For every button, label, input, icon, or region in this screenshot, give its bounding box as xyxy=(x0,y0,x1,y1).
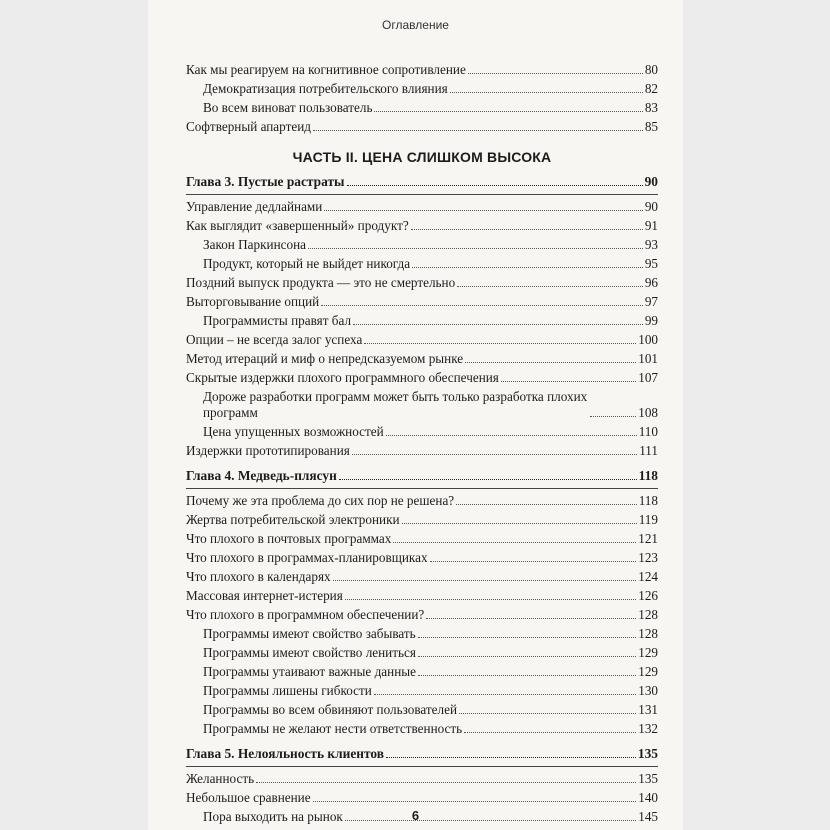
toc-entry[interactable] xyxy=(186,512,658,528)
toc-entry-title: Массовая интернет-истерия xyxy=(186,588,343,603)
dot-leader xyxy=(501,381,636,382)
toc-entry-title: Цена упущенных возможностей xyxy=(203,424,384,439)
toc-entry-page: 85 xyxy=(644,119,658,134)
toc-entry-title: Программисты правят бал xyxy=(203,313,352,328)
toc-entry-title: Опции – не всегда залог успеха xyxy=(186,332,363,347)
dot-leader xyxy=(347,185,643,186)
toc-entry[interactable] xyxy=(186,569,658,585)
toc-entry-title: Продукт, который не выйдет никогда xyxy=(203,256,411,271)
toc-entry[interactable] xyxy=(186,199,658,215)
chapter-rule xyxy=(186,766,658,767)
toc-entry-page: 128 xyxy=(638,607,658,622)
toc-entry-title: Программы имеют свойство забывать xyxy=(203,626,416,641)
toc-entry[interactable] xyxy=(186,531,658,547)
dot-leader xyxy=(352,454,637,455)
toc-entry-title: Как мы реагируем на когнитивное сопротивление xyxy=(186,62,466,77)
toc-entry-page: 96 xyxy=(644,275,658,290)
dot-leader xyxy=(430,561,637,562)
toc-entry[interactable] xyxy=(186,81,658,97)
chapter-title: Глава 5. Нелояльность клиентов xyxy=(186,746,384,761)
toc-entry[interactable] xyxy=(186,294,658,310)
chapter-rule xyxy=(186,488,658,489)
toc-entry[interactable] xyxy=(186,493,658,509)
toc-entry[interactable] xyxy=(186,683,658,699)
dot-leader xyxy=(418,675,636,676)
dot-leader xyxy=(411,229,643,230)
toc-entry-title: Во всем виноват пользователь xyxy=(203,100,373,115)
dot-leader xyxy=(256,782,636,783)
toc-entry-page: 129 xyxy=(638,645,658,660)
toc-entry-title: Как выглядит «завершенный» продукт? xyxy=(186,218,409,233)
toc-entry-title: Программы утаивают важные данные xyxy=(203,664,416,679)
toc-entry-title: Скрытые издержки плохого программного обеспечения xyxy=(186,370,499,385)
toc-entry-title: Поздний выпуск продукта — это не смертельно xyxy=(186,275,456,290)
toc-entry[interactable] xyxy=(186,100,658,116)
toc-entry-page: 95 xyxy=(644,256,658,271)
running-head: Оглавление xyxy=(382,18,449,32)
dot-leader xyxy=(339,479,637,480)
toc-entry-page: 121 xyxy=(638,531,658,546)
toc-entry-title: Программы имеют свойство лениться xyxy=(203,645,416,660)
dot-leader xyxy=(386,757,636,758)
dot-leader xyxy=(450,92,643,93)
dot-leader xyxy=(465,362,636,363)
dot-leader xyxy=(321,305,643,306)
chapter-title: Глава 3. Пустые растраты xyxy=(186,174,345,189)
toc-entry-page: 132 xyxy=(638,721,658,736)
dot-leader xyxy=(345,599,636,600)
toc-entry-page: 126 xyxy=(638,588,658,603)
toc-entry-title: Программы не желают нести ответственность xyxy=(203,721,463,736)
dot-leader xyxy=(457,286,643,287)
toc-entry-title: Пора выходить на рынок xyxy=(203,809,343,824)
toc-entry-title: Почему же эта проблема до сих пор не решена? xyxy=(186,493,455,508)
toc-entry-page: 130 xyxy=(638,683,658,698)
toc-entry[interactable] xyxy=(186,313,658,329)
toc-entry[interactable] xyxy=(186,771,658,787)
toc-entry-page: 99 xyxy=(644,313,658,328)
toc-entry-title: Издержки прототипирования xyxy=(186,443,350,458)
toc-entry[interactable] xyxy=(186,790,658,806)
toc-entry[interactable] xyxy=(186,119,658,135)
dot-leader xyxy=(412,267,643,268)
dot-leader xyxy=(313,130,643,131)
toc-entry-page: 80 xyxy=(644,62,658,77)
dot-leader xyxy=(468,73,643,74)
dot-leader xyxy=(418,637,637,638)
toc-entry-page: 82 xyxy=(644,81,658,96)
dot-leader xyxy=(313,801,637,802)
dot-leader xyxy=(590,416,636,417)
toc-entry[interactable] xyxy=(186,664,658,680)
dot-leader xyxy=(374,694,636,695)
toc-entry[interactable] xyxy=(186,424,658,440)
toc-entry-page: 124 xyxy=(638,569,658,584)
chapter-title: Глава 4. Медведь-плясун xyxy=(186,468,337,483)
dot-leader xyxy=(324,210,642,211)
toc-entry-page: 93 xyxy=(644,237,658,252)
toc-entry[interactable] xyxy=(186,443,658,459)
toc-entry[interactable] xyxy=(186,588,658,604)
toc-entry-page: 123 xyxy=(638,550,658,565)
toc-entry-page: 119 xyxy=(638,512,658,527)
dot-leader xyxy=(393,542,636,543)
toc-entry-title: Небольшое сравнение xyxy=(186,790,311,805)
toc-entry-title: Софтверный апартеид xyxy=(186,119,311,134)
chapter-heading[interactable] xyxy=(186,174,658,190)
dot-leader xyxy=(374,111,642,112)
toc-entry-page: 83 xyxy=(644,100,658,115)
toc-entry-title: Дороже разработки программ может быть только разработка плохих программ xyxy=(203,389,588,420)
toc-entry-title: Что плохого в программах-планировщиках xyxy=(186,550,428,565)
toc-entry-page: 118 xyxy=(638,493,658,508)
toc-entry-title: Программы лишены гибкости xyxy=(203,683,372,698)
toc-entry[interactable] xyxy=(186,218,658,234)
toc-entry-page: 100 xyxy=(638,332,658,347)
toc-entry[interactable] xyxy=(186,256,658,272)
toc-entry[interactable] xyxy=(186,607,658,623)
toc-entry-page: 107 xyxy=(638,370,658,385)
toc-entry-page: 90 xyxy=(644,199,658,214)
toc-entry-title: Демократизация потребительского влияния xyxy=(203,81,448,96)
toc-entry[interactable] xyxy=(186,389,658,421)
toc-entry-title: Выторговывание опций xyxy=(186,294,320,309)
chapter-page: 118 xyxy=(638,468,658,483)
toc-entry-page: 135 xyxy=(638,771,658,786)
table-of-contents xyxy=(186,60,658,825)
dot-leader xyxy=(418,656,636,657)
dot-leader xyxy=(426,618,636,619)
dot-leader xyxy=(364,343,636,344)
toc-entry[interactable] xyxy=(186,702,658,718)
dot-leader xyxy=(456,504,637,505)
toc-entry[interactable] xyxy=(186,626,658,642)
chapter-heading[interactable] xyxy=(186,746,658,762)
chapter-page: 90 xyxy=(644,174,658,189)
toc-entry[interactable] xyxy=(186,237,658,253)
toc-entry-title: Метод итераций и миф о непредсказуемом рынке xyxy=(186,351,464,366)
toc-entry-page: 140 xyxy=(638,790,658,805)
toc-entry[interactable] xyxy=(186,332,658,348)
toc-entry-page: 91 xyxy=(644,218,658,233)
toc-entry[interactable] xyxy=(186,62,658,78)
chapter-rule xyxy=(186,194,658,195)
toc-entry[interactable] xyxy=(186,370,658,386)
toc-entry-page: 128 xyxy=(638,626,658,641)
dot-leader xyxy=(464,732,636,733)
dot-leader xyxy=(402,523,637,524)
chapter-heading[interactable] xyxy=(186,468,658,484)
toc-entry-page: 131 xyxy=(638,702,658,717)
toc-entry-page: 145 xyxy=(638,809,658,824)
toc-entry-title: Программы во всем обвиняют пользователей xyxy=(203,702,458,717)
dot-leader xyxy=(353,324,643,325)
toc-entry-title: Управление дедлайнами xyxy=(186,199,323,214)
dot-leader xyxy=(333,580,637,581)
toc-entry-page: 97 xyxy=(644,294,658,309)
dot-leader xyxy=(308,248,643,249)
toc-entry[interactable] xyxy=(186,721,658,737)
toc-entry-page: 110 xyxy=(638,424,658,439)
dot-leader xyxy=(459,713,636,714)
part-heading: ЧАСТЬ II. ЦЕНА СЛИШКОМ ВЫСОКА xyxy=(292,149,552,165)
toc-entry-title: Что плохого в программном обеспечении? xyxy=(186,607,425,622)
toc-entry-page: 111 xyxy=(639,443,658,458)
dot-leader xyxy=(386,435,637,436)
toc-entry-title: Желанность xyxy=(186,771,255,786)
toc-entry[interactable] xyxy=(186,550,658,566)
toc-entry-page: 108 xyxy=(638,405,658,420)
toc-entry-title: Что плохого в календарях xyxy=(186,569,331,584)
toc-entry[interactable] xyxy=(186,645,658,661)
toc-entry-title: Что плохого в почтовых программах xyxy=(186,531,392,546)
book-page xyxy=(148,0,683,830)
toc-entry-page: 129 xyxy=(638,664,658,679)
toc-entry-title: Жертва потребительской электроники xyxy=(186,512,400,527)
page-number: 6 xyxy=(411,808,420,823)
toc-entry-title: Закон Паркинсона xyxy=(203,237,306,252)
chapter-page: 135 xyxy=(637,746,658,761)
toc-entry-page: 101 xyxy=(638,351,658,366)
toc-entry[interactable] xyxy=(186,275,658,291)
toc-entry[interactable] xyxy=(186,351,658,367)
